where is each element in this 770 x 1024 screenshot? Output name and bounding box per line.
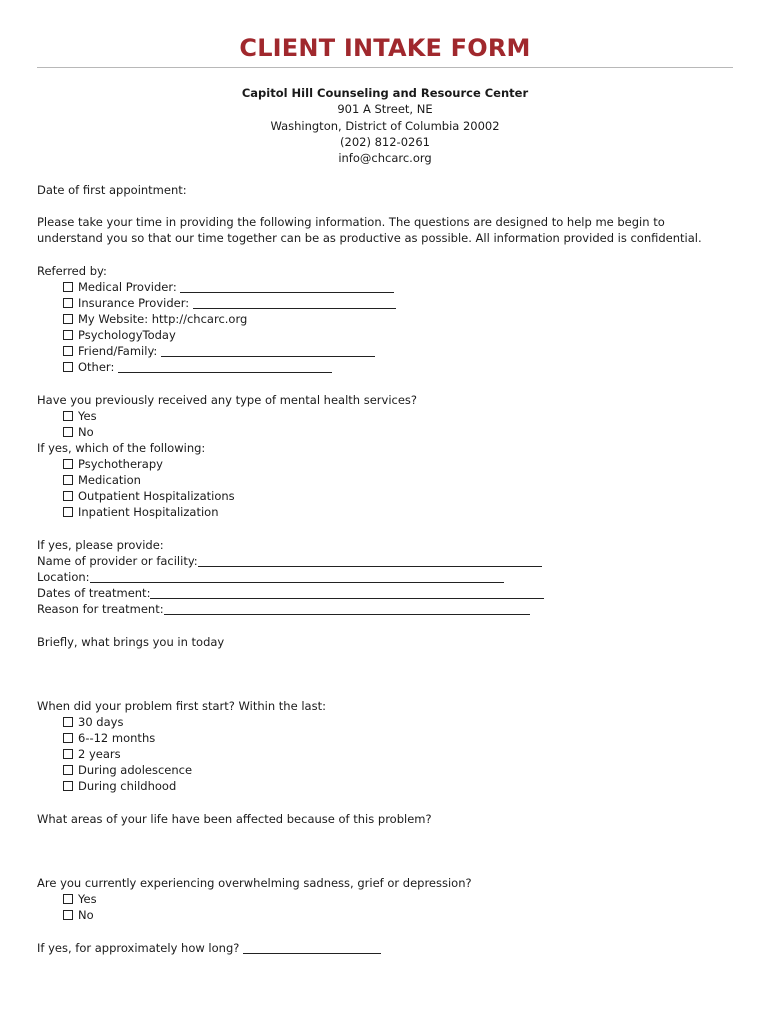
checkbox-inpatient[interactable] [63, 507, 73, 517]
checkbox-website[interactable] [63, 314, 73, 324]
sadness-question: Are you currently experiencing overwhelming sadness, grief or depression? [37, 876, 472, 890]
provider-info-label: If yes, please provide: [37, 538, 164, 552]
option-label: 30 days [78, 715, 124, 729]
which-services-label: If yes, which of the following: [37, 441, 206, 455]
option-label: No [78, 908, 94, 922]
first-appointment-label: Date of first appointment: [37, 183, 187, 197]
checkbox-psychotherapy[interactable] [63, 459, 73, 469]
referral-option-website[interactable] [63, 312, 247, 326]
sadness-no[interactable] [63, 908, 94, 922]
start-option-adolescence[interactable] [63, 763, 192, 777]
checkbox-outpatient[interactable] [63, 491, 73, 501]
service-medication[interactable] [63, 473, 141, 487]
referral-option-insurance[interactable] [63, 296, 396, 310]
option-label: PsychologyToday [78, 328, 176, 342]
other-blank[interactable] [118, 361, 332, 373]
checkbox-prev-no[interactable] [63, 427, 73, 437]
start-option-30-days[interactable] [63, 715, 123, 729]
location-blank[interactable] [90, 571, 504, 583]
intro-text-line2: understand you so that our time together can be as productive as possible. All information provided is confidential. [37, 231, 702, 245]
checkbox-medication[interactable] [63, 475, 73, 485]
org-name: Capitol Hill Counseling and Resource Center [241, 86, 529, 100]
option-label: Medication [78, 473, 141, 487]
checkbox-sadness-no[interactable] [63, 910, 73, 920]
option-label: Yes [78, 892, 97, 906]
option-label: Medical Provider: [78, 280, 177, 294]
org-address-line2: Washington, District of Columbia 20002 [270, 118, 500, 133]
checkbox-6-12-months[interactable] [63, 733, 73, 743]
option-label: Psychotherapy [78, 457, 163, 471]
friend-family-blank[interactable] [161, 345, 375, 357]
dates-row[interactable] [37, 586, 544, 600]
org-address-line1: 901 A Street, NE [337, 102, 433, 117]
option-label: 2 years [78, 747, 121, 761]
option-label: Inpatient Hospitalization [78, 505, 219, 519]
referral-option-friend[interactable] [63, 344, 375, 358]
service-inpatient[interactable] [63, 505, 219, 519]
insurance-provider-blank[interactable] [193, 297, 396, 309]
checkbox-insurance-provider[interactable] [63, 298, 73, 308]
field-label: Reason for treatment: [37, 602, 164, 616]
referral-option-other[interactable] [63, 360, 332, 374]
checkbox-prev-yes[interactable] [63, 411, 73, 421]
org-email: info@chcarc.org [338, 151, 432, 166]
provider-name-row[interactable] [37, 554, 542, 568]
checkbox-sadness-yes[interactable] [63, 894, 73, 904]
option-label: 6--12 months [78, 731, 156, 745]
start-option-2-years[interactable] [63, 747, 121, 761]
start-option-6-12-months[interactable] [63, 731, 155, 745]
checkbox-psychologytoday[interactable] [63, 330, 73, 340]
option-label: No [78, 425, 94, 439]
option-label: Friend/Family: [78, 344, 158, 358]
dates-blank[interactable] [150, 587, 544, 599]
problem-start-question: When did your problem first start? Within the last: [37, 699, 326, 713]
how-long-row[interactable] [37, 941, 381, 955]
prev-services-question: Have you previously received any type of mental health services? [37, 393, 418, 407]
referred-by-label: Referred by: [37, 264, 107, 278]
service-outpatient[interactable] [63, 489, 235, 503]
option-label: Insurance Provider: [78, 296, 190, 310]
intro-text-line1: Please take your time in providing the following information. The questions are designed to help me begin to [37, 215, 665, 229]
checkbox-friend-family[interactable] [63, 346, 73, 356]
option-label: Outpatient Hospitalizations [78, 489, 235, 503]
reason-row[interactable] [37, 602, 530, 616]
org-phone: (202) 812-0261 [340, 134, 430, 149]
form-title: CLIENT INTAKE FORM [239, 34, 531, 62]
option-label: During adolescence [78, 763, 193, 777]
title-divider [37, 67, 733, 68]
organization-block [0, 85, 770, 166]
field-label: Dates of treatment: [37, 586, 151, 600]
option-label: Yes [78, 409, 97, 423]
referral-option-psychologytoday[interactable] [63, 328, 176, 342]
field-label: If yes, for approximately how long? [37, 941, 240, 955]
start-option-childhood[interactable] [63, 779, 176, 793]
option-label: Other: [78, 360, 115, 374]
location-row[interactable] [37, 570, 504, 584]
prev-services-yes[interactable] [63, 409, 97, 423]
brings-you-question: Briefly, what brings you in today [37, 635, 225, 649]
option-label: My Website: http://chcarc.org [78, 312, 248, 326]
sadness-yes[interactable] [63, 892, 97, 906]
service-psychotherapy[interactable] [63, 457, 163, 471]
referral-option-medical[interactable] [63, 280, 394, 294]
option-label: During childhood [78, 779, 177, 793]
checkbox-medical-provider[interactable] [63, 282, 73, 292]
checkbox-childhood[interactable] [63, 781, 73, 791]
reason-blank[interactable] [164, 603, 530, 615]
areas-affected-question: What areas of your life have been affected because of this problem? [37, 812, 432, 826]
how-long-blank[interactable] [243, 942, 381, 954]
checkbox-2-years[interactable] [63, 749, 73, 759]
provider-name-blank[interactable] [198, 555, 542, 567]
field-label: Location: [37, 570, 90, 584]
medical-provider-blank[interactable] [180, 281, 394, 293]
prev-services-no[interactable] [63, 425, 94, 439]
checkbox-30-days[interactable] [63, 717, 73, 727]
checkbox-other[interactable] [63, 362, 73, 372]
checkbox-adolescence[interactable] [63, 765, 73, 775]
field-label: Name of provider or facility: [37, 554, 198, 568]
